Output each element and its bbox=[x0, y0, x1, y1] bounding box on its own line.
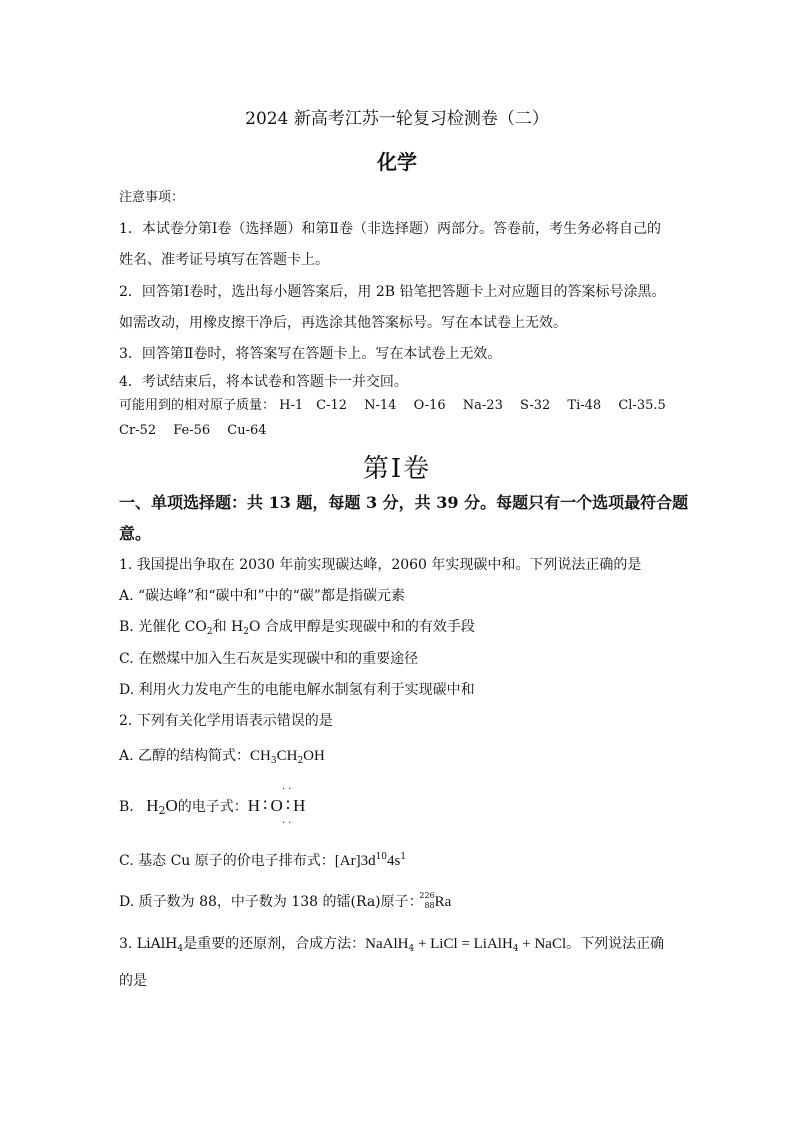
notice-heading: 注意事项： bbox=[119, 190, 185, 205]
notice-item-3: 3．回答第Ⅱ卷时，将答案写在答题卡上。写在本试卷上无效。 bbox=[119, 346, 502, 362]
section-title: 第Ⅰ卷 bbox=[362, 454, 432, 484]
question-1-option-c: C. 在燃煤中加入生石灰是实现碳中和的重要途径 bbox=[119, 651, 419, 667]
electron-pair-top: ·· bbox=[282, 784, 295, 795]
question-1-option-d: D. 利用火力发电产生的电能电解水制氢有利于实现碳中和 bbox=[119, 682, 475, 698]
notice-item-1-line-2: 姓名、准考证号填写在答题卡上。 bbox=[119, 252, 329, 268]
question-2-stem: 2. 下列有关化学用语表示错误的是 bbox=[119, 713, 333, 729]
question-2-option-c: C. 基态 Cu 原子的价电子排布式：$[Ar]3d^{10}4s^1$ bbox=[119, 852, 407, 869]
electron-pair-bottom: ·· bbox=[282, 818, 295, 829]
question-2-option-b: B. $H_2O$的电子式：H∶O∶H bbox=[119, 796, 309, 817]
question-2-option-d: D. 质子数为 88，中子数为 138 的镭(Ra)原子： 226 88 Ra bbox=[119, 891, 452, 910]
question-1-stem: 1. 我国提出争取在 2030 年前实现碳达峰，2060 年实现碳中和。下列说法正确的是 bbox=[119, 557, 642, 573]
atomic-masses-line-2: Cr-52 Fe-56 Cu-64 bbox=[119, 423, 267, 438]
isotope-notation: 226 88 bbox=[419, 891, 435, 910]
question-2-option-a: A. 乙醇的结构简式：$CH_3CH_2OH$ bbox=[119, 748, 325, 766]
page-title: 2024 新高考江苏一轮复习检测卷（二） bbox=[245, 109, 549, 129]
question-3-stem-line-1: 3. LiAlH$_4$是重要的还原剂，合成方法：NaAlH$_4$ + LiCl = LiAlH$_4$ + NaCl。下列说法正确 bbox=[119, 936, 665, 954]
notice-item-4: 4．考试结束后，将本试卷和答题卡一并交回。 bbox=[119, 374, 408, 390]
atomic-masses-line-1: 可能用到的相对原子质量： H-1 C-12 N-14 O-16 Na-23 S-32 Ti-48 Cl-35.5 bbox=[119, 398, 666, 413]
part-one-heading-line-2: 意。 bbox=[119, 524, 152, 543]
notice-item-2-line-2: 如需改动，用橡皮擦干净后，再选涂其他答案标号。写在本试卷上无效。 bbox=[119, 315, 567, 331]
question-3-stem-line-2: 的是 bbox=[119, 973, 147, 989]
notice-item-1-line-1: 1．本试卷分第Ⅰ卷（选择题）和第Ⅱ卷（非选择题）两部分。答卷前，考生务必将自己的 bbox=[119, 221, 661, 237]
part-one-heading-line-1: 一、单项选择题：共 13 题，每题 3 分，共 39 分。每题只有一个选项最符合题 bbox=[119, 493, 689, 512]
notice-item-2-line-1: 2．回答第Ⅰ卷时，选出每小题答案后，用 2B 铅笔把答题卡上对应题目的答案标号涂黑。 bbox=[119, 284, 666, 300]
question-1-option-b: B. 光催化 $CO_2$和 $H_2O$ 合成甲醇是实现碳中和的有效手段 bbox=[119, 619, 475, 637]
question-1-option-a: A. “碳达峰”和“碳中和”中的“碳”都是指碳元素 bbox=[119, 588, 405, 604]
subject-heading: 化学 bbox=[377, 150, 417, 174]
